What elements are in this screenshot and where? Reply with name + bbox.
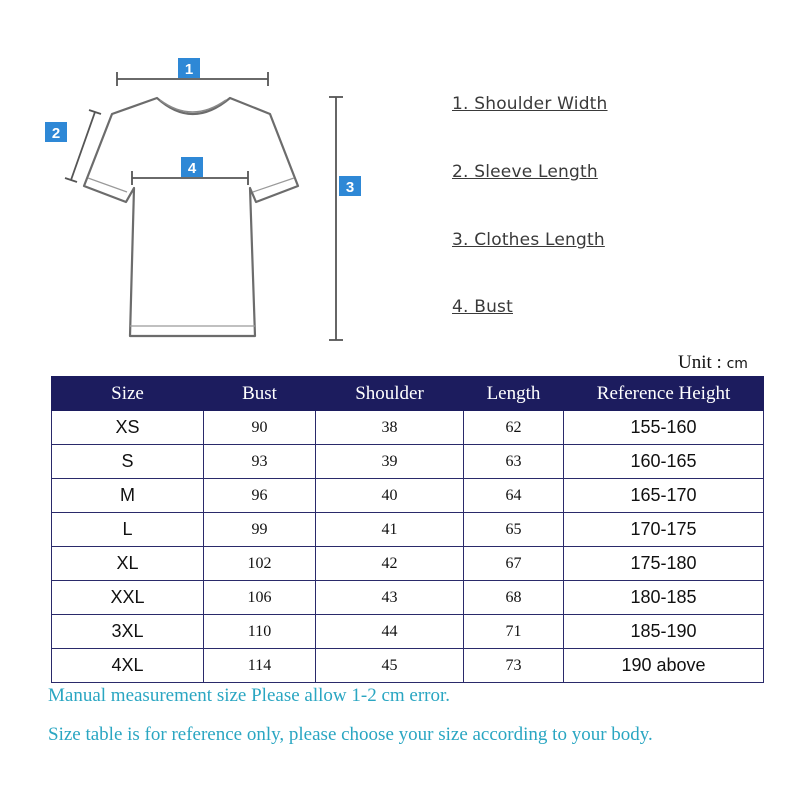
cell-reference-height: 160-165	[564, 445, 764, 479]
unit-separator: :	[716, 352, 722, 373]
legend-shoulder-width: 1. Shoulder Width	[452, 94, 608, 114]
cell-length: 73	[464, 649, 564, 683]
unit-value: cm	[726, 356, 748, 372]
marker-4: 4	[187, 160, 197, 177]
table-row	[52, 547, 764, 581]
cell-bust: 93	[204, 445, 316, 479]
reference-only-note: Size table is for reference only, please choose your size according to your body.	[48, 724, 653, 745]
table-row	[52, 581, 764, 615]
legend-sleeve-length: 2. Sleeve Length	[452, 162, 598, 182]
cell-size: L	[52, 513, 204, 547]
cell-size: M	[52, 479, 204, 513]
tshirt-diagram	[0, 0, 800, 350]
cell-length: 67	[464, 547, 564, 581]
header-size: Size	[52, 377, 204, 411]
unit-label	[678, 352, 748, 374]
cell-reference-height: 185-190	[564, 615, 764, 649]
cell-length: 68	[464, 581, 564, 615]
cell-shoulder: 42	[316, 547, 464, 581]
table-row	[52, 649, 764, 683]
cell-size: XS	[52, 411, 204, 445]
header-bust: Bust	[204, 377, 316, 411]
cell-shoulder: 43	[316, 581, 464, 615]
table-header-row	[52, 377, 764, 411]
cell-reference-height: 165-170	[564, 479, 764, 513]
cell-size: XXL	[52, 581, 204, 615]
cell-shoulder: 44	[316, 615, 464, 649]
cell-bust: 110	[204, 615, 316, 649]
cell-length: 65	[464, 513, 564, 547]
cell-bust: 96	[204, 479, 316, 513]
table-row	[52, 411, 764, 445]
cell-bust: 90	[204, 411, 316, 445]
table-row	[52, 513, 764, 547]
table-row	[52, 615, 764, 649]
cell-length: 62	[464, 411, 564, 445]
cell-shoulder: 39	[316, 445, 464, 479]
cell-bust: 106	[204, 581, 316, 615]
cell-length: 63	[464, 445, 564, 479]
header-reference-height: Reference Height	[564, 377, 764, 411]
cell-size: 4XL	[52, 649, 204, 683]
cell-shoulder: 38	[316, 411, 464, 445]
cell-size: XL	[52, 547, 204, 581]
cell-bust: 114	[204, 649, 316, 683]
marker-1: 1	[184, 61, 194, 78]
cell-reference-height: 175-180	[564, 547, 764, 581]
measurement-error-note: Manual measurement size Please allow 1-2 cm error.	[48, 685, 451, 706]
cell-reference-height: 155-160	[564, 411, 764, 445]
cell-shoulder: 41	[316, 513, 464, 547]
cell-size: 3XL	[52, 615, 204, 649]
marker-3: 3	[345, 179, 355, 196]
cell-bust: 102	[204, 547, 316, 581]
cell-size: S	[52, 445, 204, 479]
unit-word: Unit	[678, 352, 712, 373]
size-table	[51, 376, 764, 683]
cell-reference-height: 170-175	[564, 513, 764, 547]
header-length: Length	[464, 377, 564, 411]
cell-length: 71	[464, 615, 564, 649]
marker-2: 2	[51, 125, 61, 142]
cell-shoulder: 40	[316, 479, 464, 513]
legend-bust: 4. Bust	[452, 297, 513, 317]
cell-reference-height: 190 above	[564, 649, 764, 683]
cell-shoulder: 45	[316, 649, 464, 683]
header-shoulder: Shoulder	[316, 377, 464, 411]
table-row	[52, 479, 764, 513]
cell-bust: 99	[204, 513, 316, 547]
legend-clothes-length: 3. Clothes Length	[452, 230, 605, 250]
tshirt-outline	[84, 98, 298, 336]
cell-length: 64	[464, 479, 564, 513]
cell-reference-height: 180-185	[564, 581, 764, 615]
clothes-length-indicator	[329, 97, 343, 340]
table-row	[52, 445, 764, 479]
